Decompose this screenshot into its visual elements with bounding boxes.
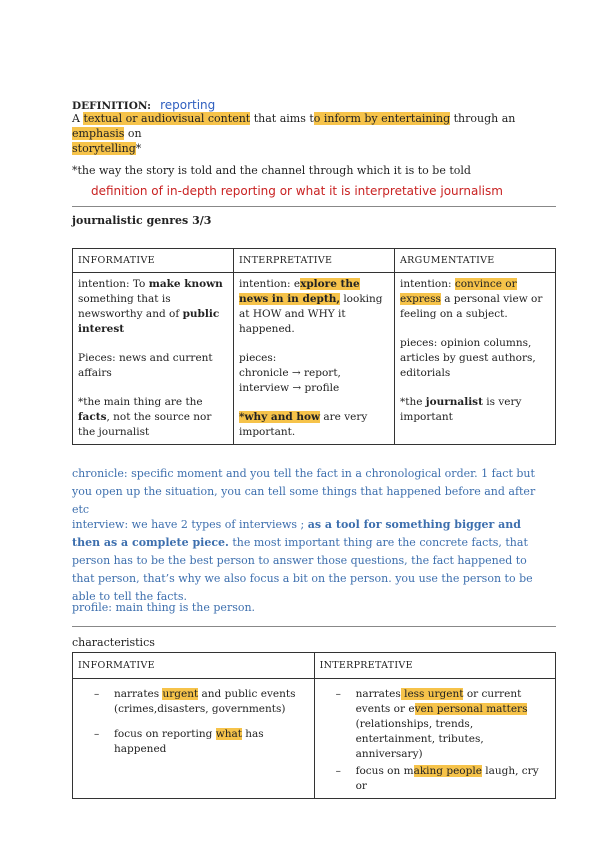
list-item: – narrates urgent and public events (crimes,disasters, governments): [94, 687, 309, 717]
divider: [72, 626, 556, 627]
informative-pieces: Pieces: news and current affairs: [78, 352, 213, 379]
char-cell-interpretative: [314, 679, 555, 799]
cell-interpretative: [234, 273, 395, 445]
cell-argumentative: [395, 273, 556, 445]
chronicle-note: chronicle: specific moment and you tell the fact in a chronological order. 1 fact but you open up the situation, you can tell some things that happened before and after etc: [72, 467, 536, 516]
header-interpretative: INTERPRETATIVE: [234, 249, 395, 273]
highlight-emphasis: emphasis: [72, 127, 125, 140]
list-item: – focus on making people laugh, cry or: [336, 764, 550, 794]
list-item: – focus on reporting what has happened: [94, 727, 309, 757]
argumentative-intention: intention: convince or express a personal view or feeling on a subject.: [400, 278, 543, 320]
argumentative-pieces: pieces: opinion columns, articles by guest authors, editorials: [400, 337, 536, 379]
highlight-less-urgent: less urgent: [400, 688, 464, 700]
highlight-why-how: *why and how: [239, 411, 321, 423]
informative-note: *the main thing are the facts, not the source nor the journalist: [78, 396, 212, 438]
characteristics-table: [72, 652, 556, 799]
interpretative-intention: intention: explore the news in in depth, looking at HOW and WHY it happened.: [239, 278, 383, 335]
highlight-textual-content: textual or audiovisual content: [83, 112, 251, 125]
char-header-informative: INFORMATIVE: [73, 653, 315, 679]
highlight-urgent: urgent: [162, 688, 199, 700]
definition-label: DEFINITION:: [72, 100, 151, 112]
highlight-convince: convince or express: [400, 278, 517, 305]
char-cell-informative: [73, 679, 315, 799]
genres-title: journalistic genres 3/3: [72, 214, 212, 227]
highlight-personal-matters: ven personal matters: [414, 703, 528, 715]
characteristics-title: characteristics: [72, 636, 155, 649]
header-informative: INFORMATIVE: [73, 249, 234, 273]
profile-note: profile: main thing is the person.: [72, 601, 256, 614]
genres-table: [72, 248, 556, 445]
char-header-interpretative: INTERPRETATIVE: [314, 653, 555, 679]
red-annotation: definition of in-depth reporting or what it is interpretative journalism: [91, 184, 503, 198]
highlight-making-people: aking people: [413, 765, 482, 777]
divider: [72, 206, 556, 207]
argumentative-note: *the journalist is very important: [400, 396, 522, 423]
informative-intention: intention: To make known something that is newsworthy and of public interest: [78, 278, 223, 335]
highlight-storytelling: storytelling: [72, 142, 136, 155]
cell-informative: [73, 273, 234, 445]
definition-text: A textual or audiovisual content that aims to inform by entertaining through an emphasis on storytelling*: [72, 112, 516, 155]
highlight-inform: o inform by entertaining: [313, 112, 451, 125]
highlight-explore: xplore the news in in depth,: [239, 278, 360, 305]
interview-note: interview: we have 2 types of interviews ; as a tool for something bigger and then as a complete piece. the most important thing are the concrete facts, that person has to be the best person to answer those questions, the fact happened to that person, that’s why we also focus a bit on the person. you use the person to be able to tell the facts.: [72, 518, 533, 603]
definition-footnote: *the way the story is told and the channel through which it is to be told: [72, 164, 471, 177]
highlight-what: what: [215, 728, 242, 740]
reporting-annotation: reporting: [160, 98, 216, 112]
list-item: – narrates less urgent or current events or even personal matters (relationships, trends, entertainment, tributes, anniversary): [336, 687, 550, 762]
interpretative-note: *why and how are very important.: [239, 411, 368, 438]
interpretative-pieces: pieces: chronicle → report, interview → profile: [239, 352, 341, 394]
header-argumentative: ARGUMENTATIVE: [395, 249, 556, 273]
